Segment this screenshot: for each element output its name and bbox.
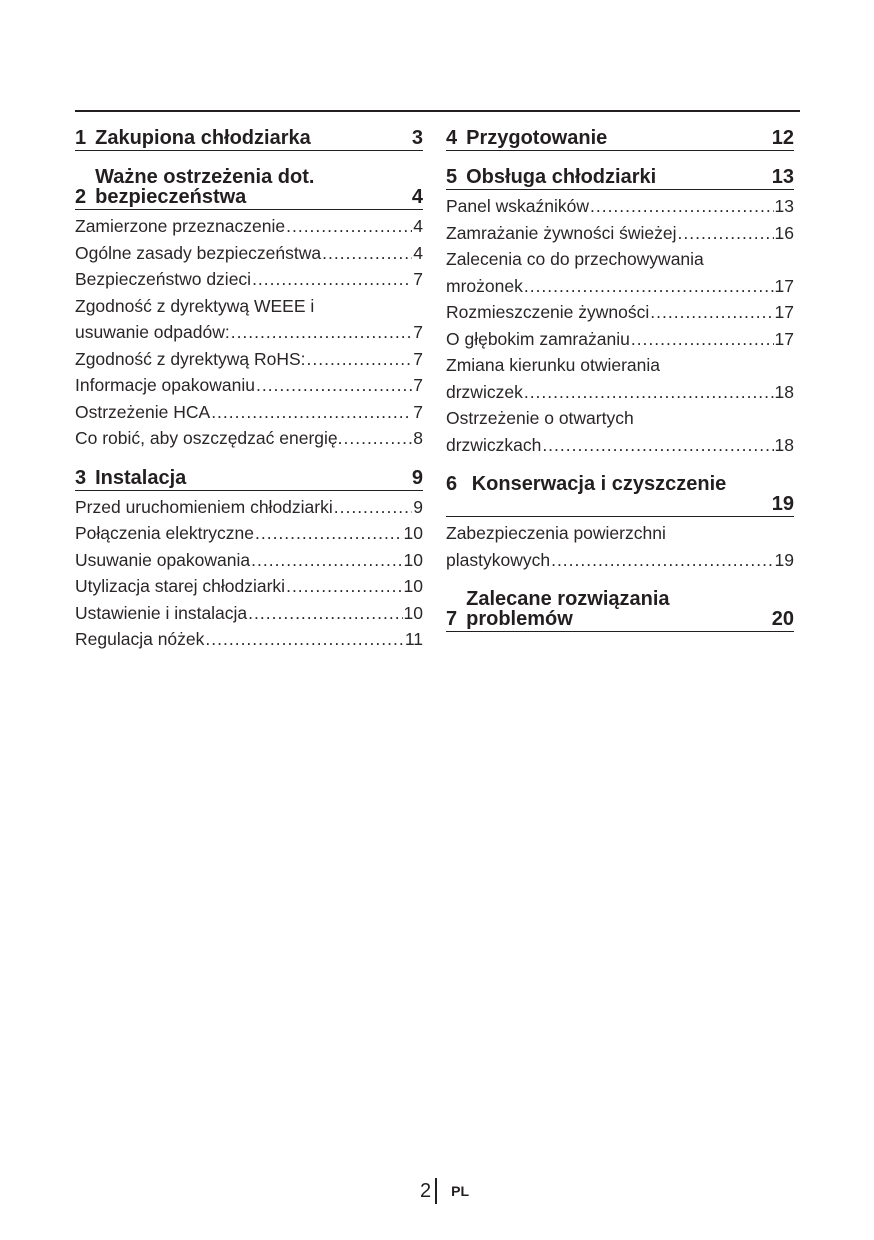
toc-entry[interactable] bbox=[446, 273, 794, 300]
entry-title: Bezpieczeństwo dzieci bbox=[75, 269, 252, 289]
entry-page: 7 bbox=[413, 375, 423, 395]
entry-page: 17 bbox=[774, 275, 794, 296]
entry-title: Zgodność z dyrektywą RoHS: bbox=[75, 348, 306, 369]
toc-heading-3[interactable] bbox=[75, 468, 423, 491]
dot-leader bbox=[286, 213, 412, 240]
dot-leader bbox=[590, 193, 774, 220]
toc-entry[interactable] bbox=[446, 547, 794, 574]
dot-leader bbox=[255, 520, 403, 547]
toc-section-3 bbox=[75, 468, 423, 653]
dot-leader bbox=[542, 432, 773, 459]
entry-title: Panel wskaźników bbox=[446, 196, 589, 216]
toc-section-2 bbox=[75, 167, 423, 452]
entry-page: 19 bbox=[774, 549, 794, 570]
entry-page: 8 bbox=[413, 428, 423, 448]
toc-heading-6[interactable] bbox=[446, 474, 794, 517]
toc-entry[interactable] bbox=[75, 425, 423, 452]
entry-page: 10 bbox=[403, 576, 423, 596]
dot-leader bbox=[524, 379, 774, 406]
entry-page: 10 bbox=[403, 549, 423, 570]
toc-entry[interactable] bbox=[446, 299, 794, 326]
entry-title-line1[interactable]: Zabezpieczenia powierzchni bbox=[446, 523, 666, 543]
dot-leader bbox=[524, 273, 774, 300]
toc-entry[interactable] bbox=[75, 626, 423, 653]
top-rule bbox=[75, 110, 800, 112]
entry-page: 16 bbox=[774, 222, 794, 243]
heading-page: 19 bbox=[771, 493, 794, 515]
entry-title: Zamierzone przeznaczenie bbox=[75, 216, 286, 236]
dot-leader bbox=[252, 266, 412, 293]
toc-heading-2[interactable] bbox=[75, 167, 423, 210]
language-code: PL bbox=[451, 1183, 470, 1199]
dot-leader bbox=[631, 326, 774, 353]
toc-entry[interactable] bbox=[75, 520, 423, 547]
entry-page: 17 bbox=[774, 328, 794, 349]
heading-page: 4 bbox=[411, 186, 423, 208]
dot-leader bbox=[650, 299, 773, 326]
toc-entry[interactable] bbox=[75, 547, 423, 574]
entry-page: 7 bbox=[413, 322, 423, 342]
entry-title: plastykowych bbox=[446, 549, 551, 570]
toc-entry[interactable] bbox=[75, 266, 423, 293]
entry-page: 4 bbox=[413, 216, 423, 236]
toc-section-4 bbox=[446, 128, 794, 151]
heading-number: 2 bbox=[75, 186, 87, 208]
entry-title: O głębokim zamrażaniu bbox=[446, 328, 630, 349]
heading-title: Konserwacja i czyszczenie bbox=[471, 473, 727, 495]
heading-page: 9 bbox=[411, 466, 423, 489]
entry-title-line1[interactable]: Ostrzeżenie o otwartych bbox=[446, 408, 634, 428]
dot-leader bbox=[551, 547, 773, 574]
toc-left-column bbox=[75, 128, 423, 669]
heading-number: 6 bbox=[446, 473, 458, 495]
entry-page: 10 bbox=[403, 523, 423, 543]
toc-entry[interactable] bbox=[446, 193, 794, 220]
heading-page: 12 bbox=[771, 127, 794, 149]
entry-title: Przed uruchomieniem chłodziarki bbox=[75, 496, 333, 517]
heading-title: Zakupiona chłodziarka bbox=[95, 127, 311, 149]
toc-heading-5[interactable] bbox=[446, 167, 794, 190]
dot-leader bbox=[334, 494, 413, 521]
heading-page: 3 bbox=[411, 127, 423, 149]
toc-entry[interactable] bbox=[446, 326, 794, 353]
toc-right-column bbox=[446, 128, 794, 648]
entry-title: Ogólne zasady bezpieczeństwa bbox=[75, 242, 322, 263]
heading-number: 4 bbox=[446, 127, 458, 149]
entry-title: Połączenia elektryczne bbox=[75, 523, 254, 543]
dot-leader bbox=[256, 372, 412, 399]
toc-entry[interactable] bbox=[75, 346, 423, 373]
dot-leader bbox=[322, 240, 412, 267]
toc-section-6 bbox=[446, 474, 794, 573]
heading-number: 5 bbox=[446, 166, 458, 188]
entry-page: 7 bbox=[413, 348, 423, 369]
page-number: 2 bbox=[420, 1179, 432, 1202]
entry-page: 11 bbox=[404, 629, 423, 649]
entry-title: Ustawienie i instalacja bbox=[75, 602, 248, 623]
entry-page: 10 bbox=[403, 602, 423, 623]
heading-page: 20 bbox=[771, 608, 794, 630]
entry-title: Rozmieszczenie żywności bbox=[446, 302, 650, 322]
entry-page: 13 bbox=[774, 196, 794, 216]
dot-leader bbox=[307, 346, 413, 373]
heading-page: 13 bbox=[771, 166, 794, 188]
heading-number: 7 bbox=[446, 608, 458, 630]
dot-leader bbox=[231, 319, 413, 346]
dot-leader bbox=[678, 220, 774, 247]
toc-section-1 bbox=[75, 128, 423, 151]
dot-leader bbox=[251, 547, 402, 574]
entry-page: 9 bbox=[413, 496, 423, 517]
entry-title: mrożonek bbox=[446, 275, 523, 296]
toc-section-5 bbox=[446, 167, 794, 458]
toc-heading-7[interactable] bbox=[446, 589, 794, 632]
entry-page: 7 bbox=[413, 269, 423, 289]
entry-title: Ostrzeżenie HCA bbox=[75, 401, 211, 422]
heading-title: Obsługa chłodziarki bbox=[466, 166, 657, 188]
toc-entry[interactable] bbox=[446, 220, 794, 247]
entry-title-line1[interactable]: Zgodność z dyrektywą WEEE i bbox=[75, 295, 315, 316]
dot-leader bbox=[211, 399, 412, 426]
toc-entry[interactable] bbox=[75, 213, 423, 240]
entry-title: Regulacja nóżek bbox=[75, 629, 205, 649]
entry-page: 17 bbox=[774, 302, 794, 322]
toc-entry[interactable] bbox=[446, 432, 794, 459]
entry-title-line1[interactable]: Zmiana kierunku otwierania bbox=[446, 355, 660, 375]
entry-title: Usuwanie opakowania bbox=[75, 549, 251, 570]
heading-title: Instalacja bbox=[95, 466, 187, 489]
heading-title: Ważne ostrzeżenia dot. bezpieczeństwa bbox=[95, 166, 315, 208]
dot-leader bbox=[248, 600, 402, 627]
entry-page: 18 bbox=[774, 434, 794, 455]
toc-entry[interactable] bbox=[75, 399, 423, 426]
dot-leader bbox=[344, 425, 413, 452]
heading-title: Przygotowanie bbox=[466, 127, 608, 149]
toc-entry[interactable] bbox=[75, 319, 423, 346]
footer-divider bbox=[435, 1178, 437, 1204]
toc-heading-4[interactable] bbox=[446, 128, 794, 151]
entry-page: 18 bbox=[774, 381, 794, 402]
toc-section-7 bbox=[446, 589, 794, 632]
entry-title: Informacje opakowaniu bbox=[75, 375, 255, 395]
entry-title-line1[interactable]: Zalecenia co do przechowywania bbox=[446, 249, 704, 269]
heading-title: Zalecane rozwiązania problemów bbox=[466, 588, 670, 630]
toc-entry[interactable] bbox=[75, 240, 423, 267]
toc-entry[interactable] bbox=[75, 494, 423, 521]
heading-number: 3 bbox=[75, 466, 87, 489]
dot-leader bbox=[286, 573, 402, 600]
entry-page: 7 bbox=[413, 401, 423, 422]
toc-heading-1[interactable] bbox=[75, 128, 423, 151]
toc-entry[interactable] bbox=[75, 573, 423, 600]
entry-title: Co robić, aby oszczędzać energię. bbox=[75, 428, 343, 448]
entry-title: Utylizacja starej chłodziarki bbox=[75, 576, 286, 596]
toc-entry[interactable] bbox=[446, 379, 794, 406]
entry-title: drzwiczkach bbox=[446, 434, 542, 455]
entry-title: drzwiczek bbox=[446, 381, 523, 402]
toc-entry[interactable] bbox=[75, 372, 423, 399]
dot-leader bbox=[205, 626, 403, 653]
entry-page: 4 bbox=[413, 242, 423, 263]
entry-title: Zamrażanie żywności świeżej bbox=[446, 222, 677, 243]
toc-entry[interactable] bbox=[75, 600, 423, 627]
page-footer bbox=[420, 1178, 469, 1204]
heading-number: 1 bbox=[75, 127, 87, 149]
entry-title: usuwanie odpadów: bbox=[75, 322, 230, 342]
